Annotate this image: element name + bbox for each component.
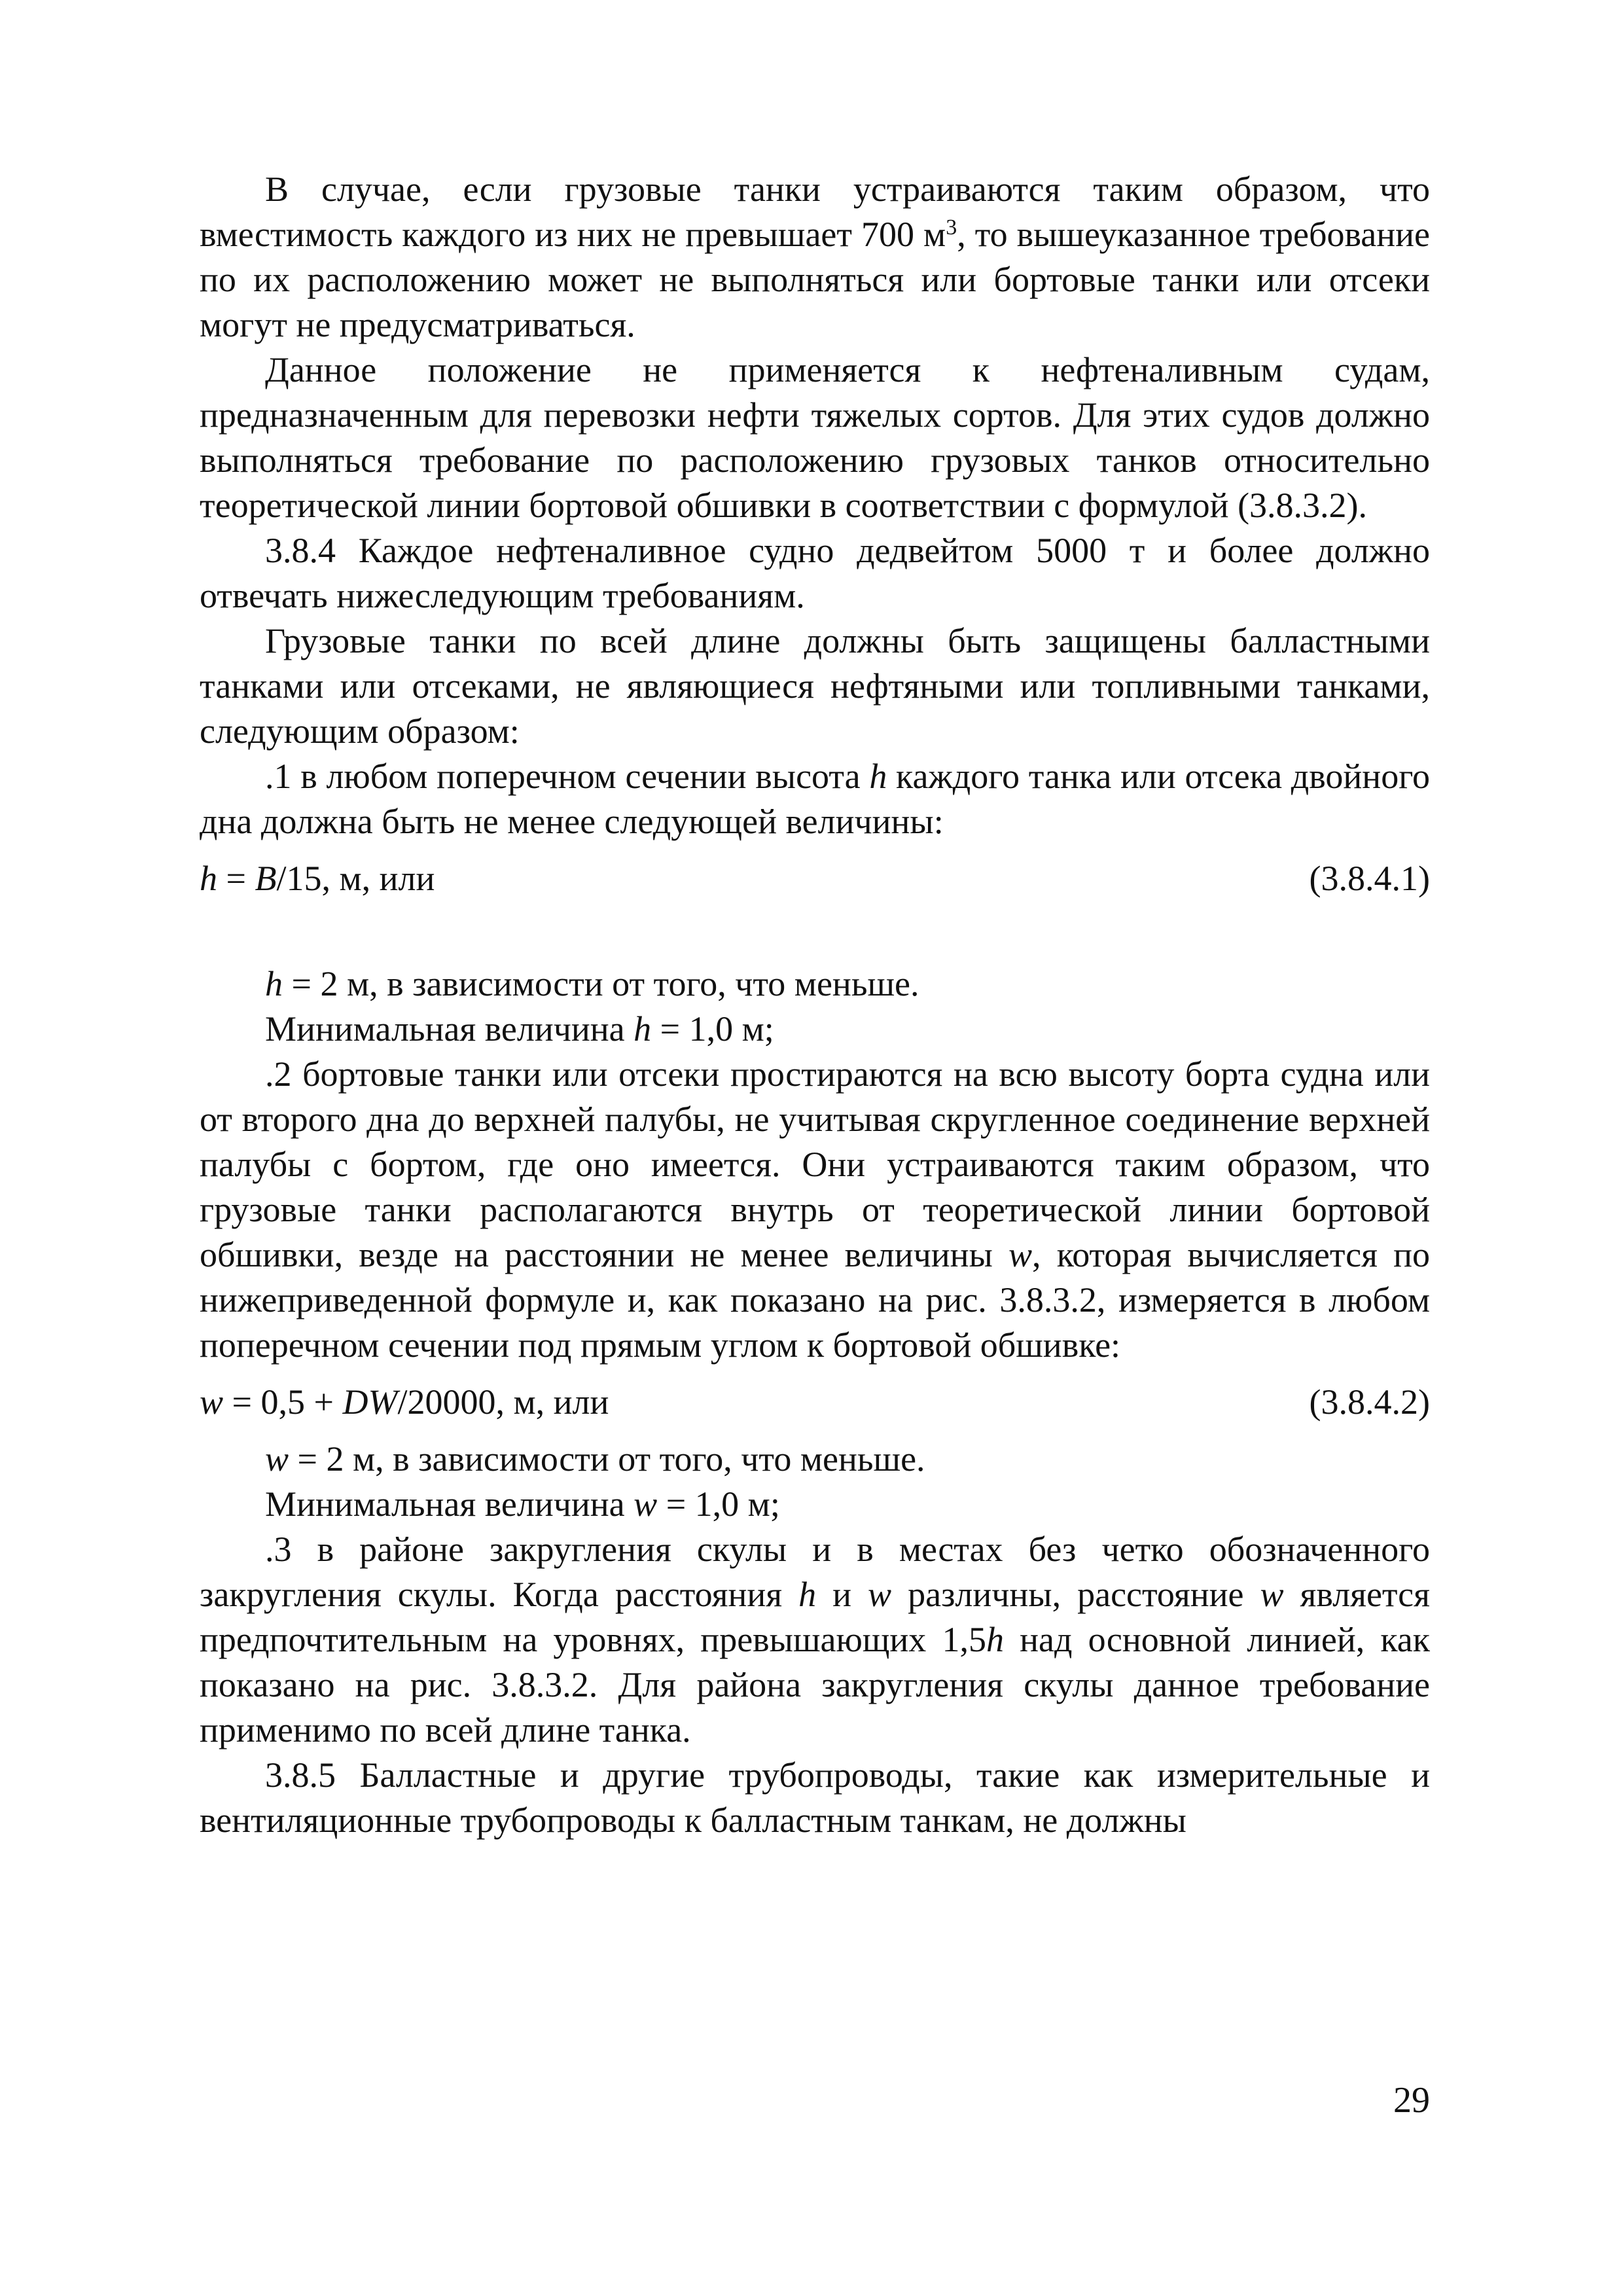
line-h-2m: h = 2 м, в зависимости от того, что меньше. xyxy=(265,964,919,1003)
text-span: .1 в любом поперечном сечении высота xyxy=(265,757,870,796)
formula-number: (3.8.4.2) xyxy=(1309,1382,1430,1422)
superscript: 3 xyxy=(946,215,957,240)
paragraph-item-1 xyxy=(200,754,1430,844)
paragraph-cargo-tanks-protection: Грузовые танки по всей длине должны быть защищены балластными танками или отсеками, не являющиеся нефтяными или топливными танками, следующим образом: xyxy=(200,621,1430,751)
line-w-min: Минимальная величина w = 1,0 м; xyxy=(265,1484,780,1524)
page-number: 29 xyxy=(1393,2080,1430,2121)
paragraph-item-3: .3 в районе закругления скулы и в местах без четко обозначенного закругления скулы. Когда расстояния h и w различны, расстояние w является предпочтительным на уровнях, превышающих 1,5h над основной линией, как показано на рис. 3.8.3.2. Для района закругления скулы данное требование применимо по всей длине танка. xyxy=(200,1530,1430,1749)
symbol-h: h xyxy=(869,757,887,796)
text-span: В случае, если грузовые танки устраиваются таким образом, что вместимость каждого из них не превышает 700 м xyxy=(200,170,1430,254)
formula-3-8-4-2 xyxy=(200,1380,1430,1425)
formula-expression: w = 0,5 + DW/20000, м, или xyxy=(200,1382,609,1422)
paragraph-3-8-5: 3.8.5 Балластные и другие трубопроводы, такие как измерительные и вентиляционные трубопроводы к балластным танкам, не должны xyxy=(200,1755,1430,1840)
paragraph-item-2: .2 бортовые танки или отсеки простираются на всю высоту борта судна или от второго дна до верхней палубы, не учитывая скругленное соединение верхней палубы с бортом, где оно имеется. Они устраиваются таким образом, что грузовые танки располагаются внутрь от теоретической линии бортовой обшивки, везде на расстоянии не менее величины w, которая вычисляется по нижеприведенной формуле и, как показано на рис. 3.8.3.2, измеряется в любом поперечном сечении под прямым углом к бортовой обшивке: xyxy=(200,1054,1431,1365)
symbol-w: w xyxy=(1008,1235,1033,1274)
paragraph-3-8-4: 3.8.4 Каждое нефтеналивное судно дедвейтом 5000 т и более должно отвечать нижеследующим требованиям. xyxy=(200,531,1430,615)
formula-number: (3.8.4.1) xyxy=(1309,859,1430,898)
line-h-min: Минимальная величина h = 1,0 м; xyxy=(265,1009,774,1049)
text-span: , то вышеуказанное требование по их расположению может не выполняться или бортовые танки или отсеки могут не предусматриваться. xyxy=(200,215,1430,344)
line-w-2m: w = 2 м, в зависимости от того, что меньше. xyxy=(265,1439,925,1479)
formula-expression: h = B/15, м, или xyxy=(200,859,435,898)
formula-3-8-4-1 xyxy=(200,856,1430,901)
paragraph-heavy-oil: Данное положение не применяется к нефтеналивным судам, предназначенным для перевозки нефти тяжелых сортов. Для этих судов должно выполняться требование по расположению грузовых танков относительно теоретической линии бортовой обшивки в соответствии с формулой (3.8.3.2). xyxy=(200,350,1430,525)
text-span: каждого танка или отсека двойного дна должна быть не менее следующей величины: xyxy=(200,757,1430,841)
page-body xyxy=(200,167,1430,1843)
paragraph-tank-capacity xyxy=(200,167,1430,348)
